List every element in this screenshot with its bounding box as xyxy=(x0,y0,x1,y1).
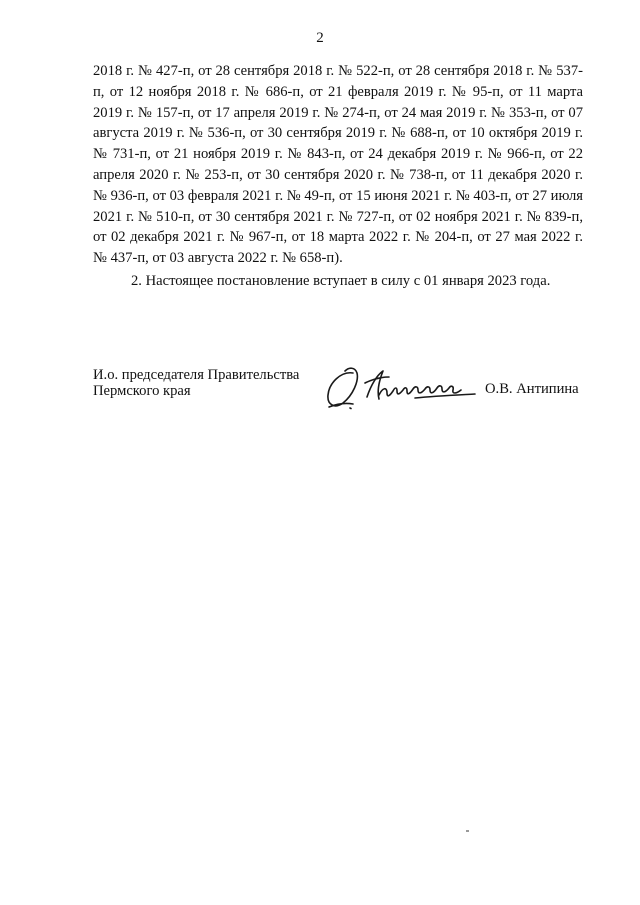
item-2-paragraph: 2. Настоящее постановление вступает в силу с 01 января 2023 года. xyxy=(131,272,551,289)
signer-title-line-1: И.о. председателя Правительства xyxy=(93,367,300,383)
signer-title-line-2: Пермского края xyxy=(93,383,191,399)
signer-name: О.В. Антипина xyxy=(485,381,579,397)
scan-speck xyxy=(466,830,469,832)
document-body xyxy=(93,61,583,292)
continuation-paragraph: 2018 г. № 427-п, от 28 сентября 2018 г. № 522-п, от 28 сентября 2018 г. № 537-п, от 12 ноября 2018 г. № 686-п, от 21 февраля 2019 г. № 95-п, от 11 марта 2019 г. № 157-п, от 17 апреля 2019 г. № 274-п, от 24 мая 2019 г. № 353-п, от 07 августа 2019 г. № 536-п, от 30 сентября 2019 г. № 688-п, от 10 октября 2019 г. № 731-п, от 21 ноября 2019 г. № 843-п, от 24 декабря 2019 г. № 966-п, от 22 апреля 2020 г. № 253-п, от 30 сентября 2020 г. № 738-п, от 11 декабря 2020 г. № 936-п, от 03 февраля 2021 г. № 49-п, от 15 июня 2021 г. № 403-п, от 27 июля 2021 г. № 510-п, от 30 сентября 2021 г. № 727-п, от 02 ноября 2021 г. № 839-п, от 02 декабря 2021 г. № 967-п, от 18 марта 2022 г. № 204-п, от 27 мая 2022 г. № 437-п, от 03 августа 2022 г. № 658-п). xyxy=(93,63,583,267)
signature-block xyxy=(93,367,593,427)
signer-title xyxy=(93,367,333,399)
handwritten-signature-icon xyxy=(323,357,485,413)
page-number: 2 xyxy=(316,30,324,46)
